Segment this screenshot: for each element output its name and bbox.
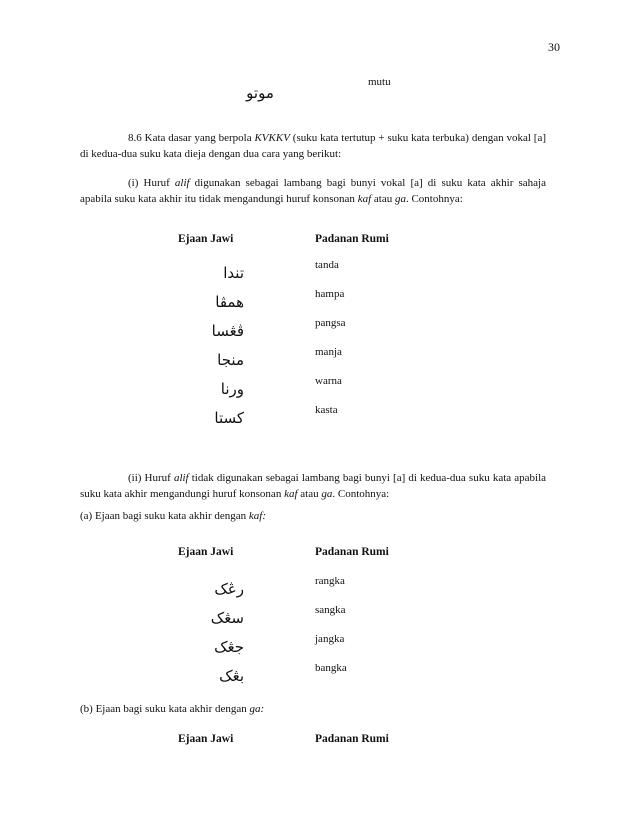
section-8-6-paragraph: 8.6 Kata dasar yang berpola KVKKV (suku kata tertutup + suku kata terbuka) dengan vokal [a] di kedua-dua suku kata dieja dengan dua cara yang berikut: bbox=[80, 132, 547, 160]
rumi-word: sangka bbox=[315, 604, 346, 616]
rumi-word: warna bbox=[315, 375, 342, 387]
table-row bbox=[0, 346, 638, 374]
sub-b-heading: (b) Ejaan bagi suku kata akhir dengan ga: bbox=[80, 703, 265, 715]
table-row bbox=[0, 288, 638, 316]
rumi-word: rangka bbox=[315, 575, 345, 587]
table-row bbox=[0, 404, 638, 432]
jawi-word: ڤڠسا bbox=[211, 322, 244, 340]
jawi-word: همڤا bbox=[215, 293, 244, 311]
table-row bbox=[0, 575, 638, 603]
rumi-word: tanda bbox=[315, 259, 339, 271]
rumi-word: pangsa bbox=[315, 317, 346, 329]
rule-ii-paragraph: (ii) Huruf alif tidak digunakan sebagai lambang bagi bunyi [a] di kedua-dua suku kata apabila suku kata akhir mengandungi huruf konsonan kaf atau ga. Contohnya: bbox=[80, 472, 547, 500]
table1-header-jawi: Ejaan Jawi bbox=[178, 233, 234, 245]
rumi-word: manja bbox=[315, 346, 342, 358]
jawi-word: بڠک bbox=[219, 667, 244, 685]
table-row bbox=[0, 375, 638, 403]
jawi-word: منجا bbox=[217, 351, 244, 369]
table3-header-jawi: Ejaan Jawi bbox=[178, 733, 234, 745]
example-jawi-word: موتو bbox=[246, 84, 274, 102]
rumi-word: jangka bbox=[315, 633, 345, 645]
rumi-word: hampa bbox=[315, 288, 345, 300]
table-row bbox=[0, 259, 638, 287]
table2-header-rumi: Padanan Rumi bbox=[315, 546, 389, 558]
rumi-word: kasta bbox=[315, 404, 338, 416]
rule-i-paragraph: (i) Huruf alif digunakan sebagai lambang bagi bunyi vokal [a] di suku kata akhir sahaja apabila suku kata akhir itu tidak mengandungi huruf konsonan kaf atau ga. Contohnya: bbox=[80, 177, 546, 205]
table2-header-jawi: Ejaan Jawi bbox=[178, 546, 234, 558]
jawi-word: رڠک bbox=[214, 580, 244, 598]
jawi-word: جڠک bbox=[214, 638, 244, 656]
jawi-word: ورنا bbox=[220, 380, 244, 398]
table-row bbox=[0, 662, 638, 690]
jawi-word: سڠک bbox=[210, 609, 244, 627]
example-rumi-word: mutu bbox=[368, 76, 391, 88]
jawi-word: تندا bbox=[223, 264, 244, 282]
rumi-word: bangka bbox=[315, 662, 347, 674]
table-row bbox=[0, 604, 638, 632]
table-row bbox=[0, 317, 638, 345]
table3-header-rumi: Padanan Rumi bbox=[315, 733, 389, 745]
jawi-word: کستا bbox=[214, 409, 244, 427]
sub-a-heading: (a) Ejaan bagi suku kata akhir dengan kaf: bbox=[80, 510, 267, 522]
table-row bbox=[0, 633, 638, 661]
page-number: 30 bbox=[548, 40, 560, 54]
table1-header-rumi: Padanan Rumi bbox=[315, 233, 389, 245]
